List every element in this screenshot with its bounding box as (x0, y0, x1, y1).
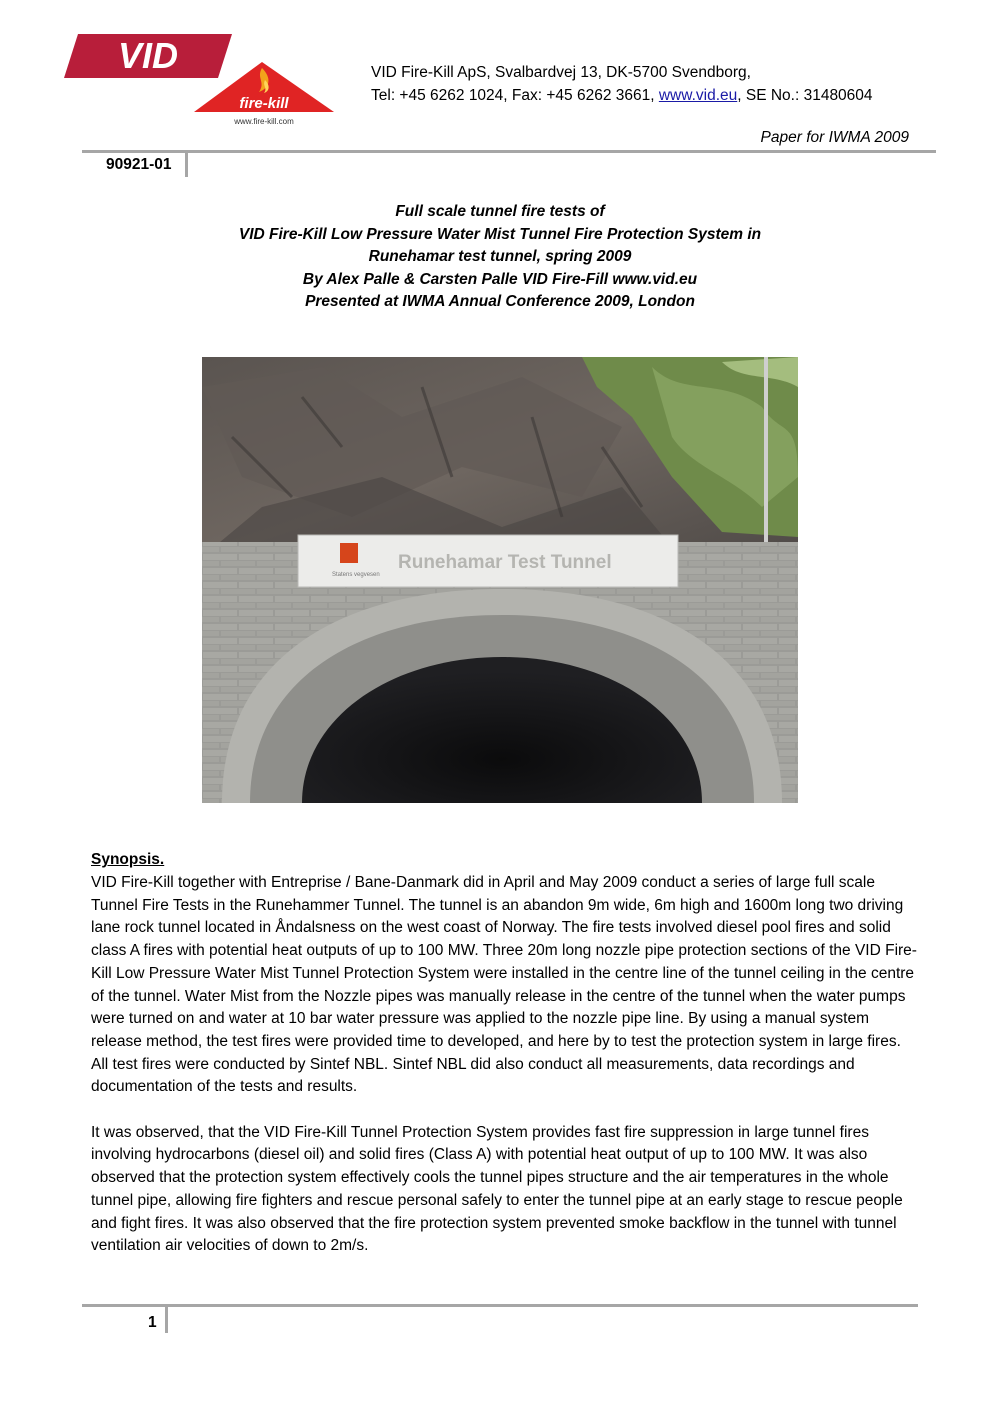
title-line: Runehamar test tunnel, spring 2009 (368, 248, 632, 266)
company-address (371, 61, 873, 107)
fire-kill-website-text: www.fire-kill.com (234, 117, 294, 126)
document-id: 90921-01 (106, 156, 172, 173)
vid-logo-text: VID (117, 35, 179, 76)
tunnel-entrance-photo (202, 357, 798, 803)
title-line: Presented at IWMA Annual Conference 2009, London (305, 293, 695, 311)
contact-line (371, 84, 873, 107)
page-number-divider (165, 1307, 168, 1333)
road-authority-emblem-icon (340, 543, 358, 563)
paper-for-label: Paper for IWMA 2009 (760, 129, 909, 146)
website-link[interactable]: www.vid.eu (658, 87, 738, 104)
sign-text: Runehamar Test Tunnel (398, 552, 612, 573)
address-line: VID Fire-Kill ApS, Svalbardvej 13, DK-5700 Svendborg, (371, 64, 751, 81)
vid-fire-kill-logo (60, 30, 350, 130)
contact-prefix: Tel: +45 6262 1024, Fax: +45 6262 3661, (371, 87, 659, 104)
document-id-divider (185, 153, 188, 177)
header-divider (82, 150, 936, 153)
synopsis-body (91, 872, 921, 1258)
page-number: 1 (148, 1314, 157, 1331)
title-line: By Alex Palle & Carsten Palle VID Fire-Fill www.vid.eu (302, 270, 698, 288)
title-line: VID Fire-Kill Low Pressure Water Mist Tunnel Fire Protection System in (238, 225, 762, 243)
synopsis-paragraph: VID Fire-Kill together with Entreprise / Bane-Danmark did in April and May 2009 conduct a series of large full scale Tunnel Fire Tests in the Runehammer Tunnel. The tunnel is an abandon 9m wide, 6m high and 1600m long two driving lane rock tunnel located in Åndalsness on the west coast of Norway. The fire tests involved diesel pool fires and solid class A fires with potential heat outputs of up to 100 MW. Three 20m long nozzle pipe protection sections of the VID Fire-Kill Low Pressure Water Mist Tunnel Protection System were installed in the centre line of the tunnel ceiling in the centre of the tunnel. Water Mist from the Nozzle pipes was manually release in the centre of the tunnel when the water pumps were turned on and water at 10 bar water pressure was applied to the nozzle pipe line. By using a manual system release method, the test fires were provided time to developed, and here by to test the protection system in large fires. All test fires were conducted by Sintef NBL. Sintef NBL did also conduct all measurements, data recordings and documentation of the tests and results. (91, 874, 917, 1096)
synopsis-paragraph: It was observed, that the VID Fire-Kill Tunnel Protection System provides fast fire suppression in large tunnel fires involving hydrocarbons (diesel oil) and solid fires (Class A) with potential heat output of up to 100 MW. It was also observed that the protection system effectively cools the tunnel pipes structure and the air temperatures in the whole tunnel pipe, allowing fire fighters and rescue personal safely to enter the tunnel pipe at an early stage to rescue people and fight fires. It was also observed that the fire protection system prevented smoke backflow in the tunnel with tunnel ventilation air velocities of down to 2m/s. (91, 1123, 903, 1255)
document-title (100, 201, 900, 314)
contact-suffix: , SE No.: 31480604 (737, 87, 873, 104)
footer-divider (82, 1304, 918, 1307)
synopsis-heading: Synopsis. (91, 851, 165, 868)
fire-kill-logo-text: fire-kill (239, 95, 289, 112)
title-line: Full scale tunnel fire tests of (395, 203, 605, 220)
sign-small-text: Statens vegvesen (332, 572, 380, 578)
